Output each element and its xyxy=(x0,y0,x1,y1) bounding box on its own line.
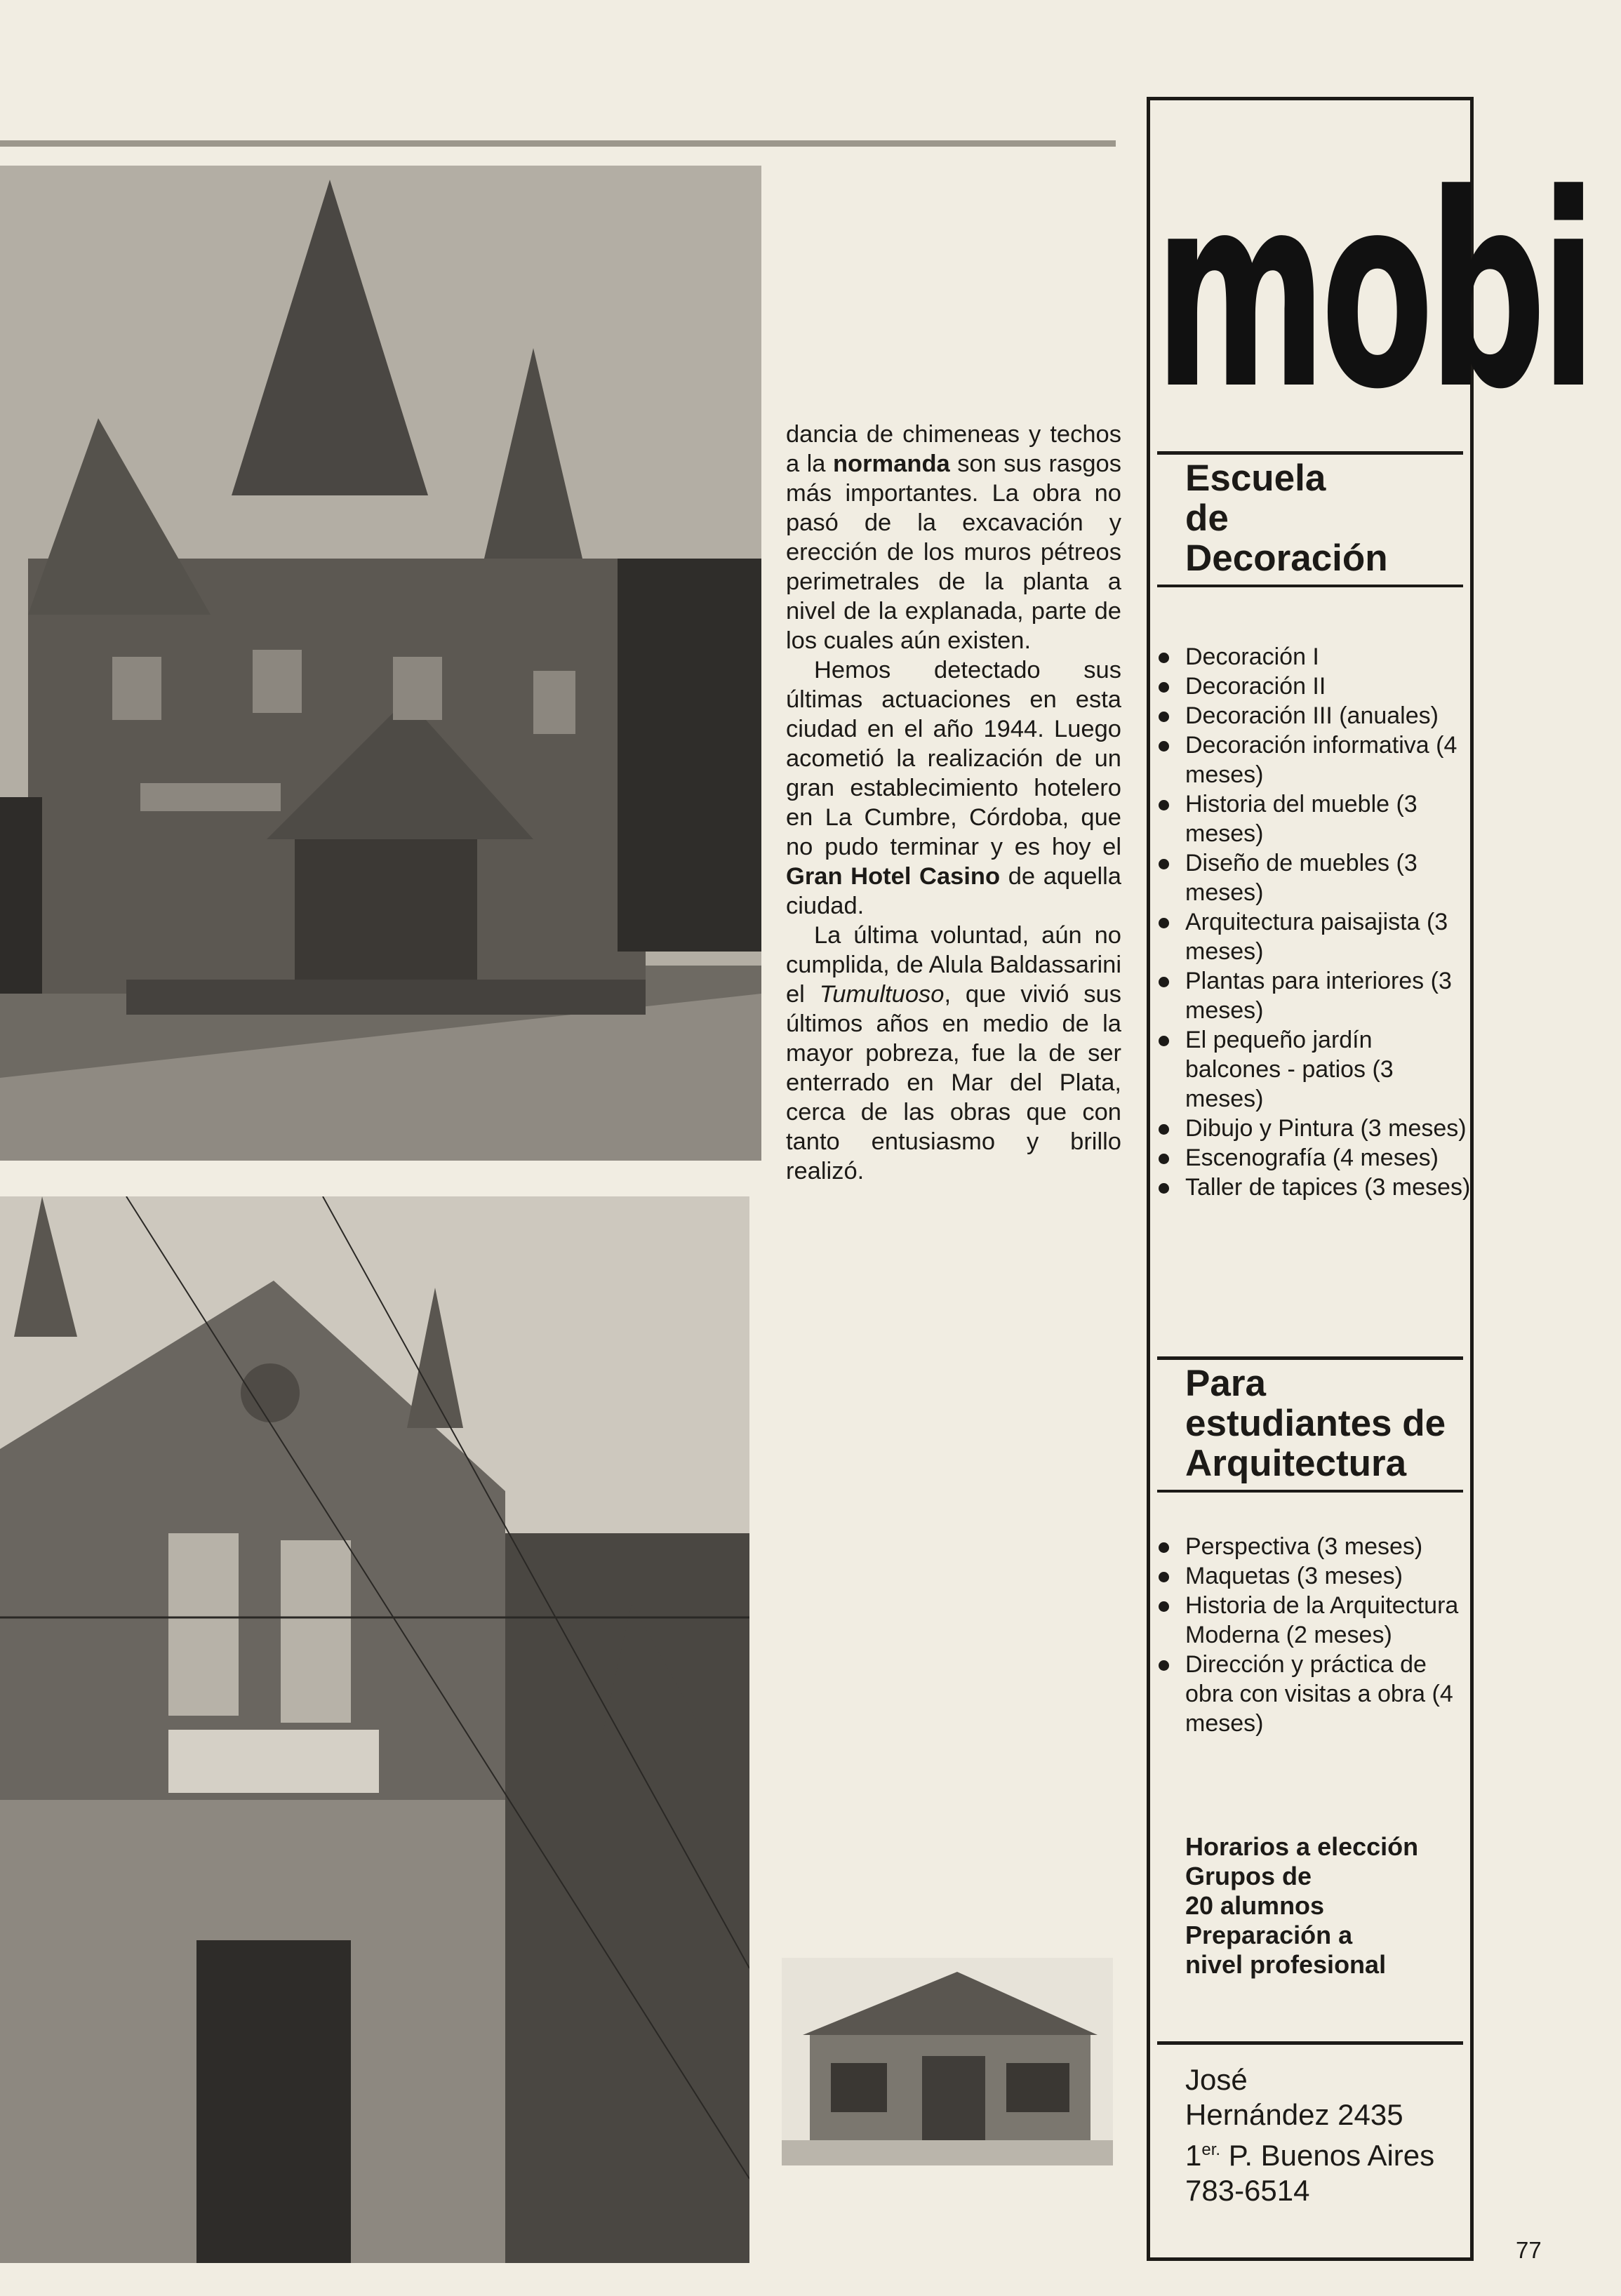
list-item xyxy=(1157,1561,1473,1591)
bullet-icon xyxy=(1159,977,1169,987)
bullet-icon xyxy=(1159,1124,1169,1135)
list-item xyxy=(1157,1143,1473,1173)
heading-line: de xyxy=(1185,498,1229,539)
article-paragraph-1 xyxy=(786,420,1121,655)
heading-para-estudiantes xyxy=(1185,1363,1480,1483)
text-run: , que vivió sus últimos años en medio de la mayor pobreza, fue la de ser enterrado en Mar del Plata, cerca de las obras que con tanto entusiasmo y brillo realizó. xyxy=(786,981,1121,1184)
text-run: Hemos detectado sus últimas actuaciones en esta ciudad en el año 1944. Luego acometió la realización de un gran establecimiento hotelero en La Cumbre, Córdoba, que no pudo terminar y es hoy el xyxy=(786,657,1121,860)
course-label: Diseño de muebles (3 meses) xyxy=(1185,850,1417,906)
text-run: son sus rasgos más importantes. La obra no pasó de la excavación y erección de los muros pétreos perimetrales de la planta a nivel de la explanada, parte de los cuales aún existen. xyxy=(786,450,1121,654)
ad-divider xyxy=(1157,585,1463,587)
heading-line: Escuela xyxy=(1185,458,1326,499)
page-number: 77 xyxy=(1516,2237,1542,2263)
bullet-icon xyxy=(1159,682,1169,693)
italic-term: Tumultuoso xyxy=(819,981,945,1008)
bullet-icon xyxy=(1159,918,1169,928)
ad-divider xyxy=(1157,2041,1463,2045)
photo-norman-villa xyxy=(0,166,761,1161)
course-label: El pequeño jardín balcones - patios (3 meses) xyxy=(1185,1027,1394,1112)
photo-small-house xyxy=(782,1958,1113,2165)
heading-line: Arquitectura xyxy=(1185,1443,1407,1484)
bold-term: Gran Hotel Casino xyxy=(786,863,1001,890)
bullet-icon xyxy=(1159,1660,1169,1671)
note-line: 20 alumnos xyxy=(1185,1891,1325,1920)
course-label: Historia del mueble (3 meses) xyxy=(1185,791,1417,847)
bullet-icon xyxy=(1159,1036,1169,1046)
list-item xyxy=(1157,789,1473,848)
heading-line: Decoración xyxy=(1185,538,1388,579)
bullet-icon xyxy=(1159,1542,1169,1553)
bullet-icon xyxy=(1159,653,1169,663)
list-item xyxy=(1157,1532,1473,1561)
phone-number: 783-6514 xyxy=(1185,2174,1310,2207)
course-label: Dirección y práctica de obra con visitas a obra (4 meses) xyxy=(1185,1651,1453,1737)
list-item xyxy=(1157,848,1473,907)
bullet-icon xyxy=(1159,712,1169,722)
photo-school-building xyxy=(0,1196,749,2263)
course-label: Taller de tapices (3 meses) xyxy=(1185,1174,1471,1201)
list-item xyxy=(1157,730,1473,789)
bullet-icon xyxy=(1159,741,1169,752)
course-label: Historia de la Arquitectura Moderna (2 meses) xyxy=(1185,1592,1459,1648)
course-label: Maquetas (3 meses) xyxy=(1185,1563,1403,1589)
address-floor xyxy=(1185,2133,1473,2173)
address-block xyxy=(1185,2062,1473,2208)
article-paragraph-2 xyxy=(786,655,1121,921)
decoration-course-list xyxy=(1157,642,1473,1202)
bullet-icon xyxy=(1159,1183,1169,1194)
bold-term: normanda xyxy=(832,450,950,477)
list-item xyxy=(1157,1025,1473,1114)
list-item xyxy=(1157,642,1473,672)
course-label: Decoración III (anuales) xyxy=(1185,702,1439,729)
course-label: Decoración I xyxy=(1185,643,1319,670)
heading-line: Para xyxy=(1185,1363,1266,1404)
course-label: Decoración informativa (4 meses) xyxy=(1185,732,1457,788)
ad-divider xyxy=(1157,1490,1463,1493)
note-line: nivel profesional xyxy=(1185,1950,1387,1979)
bullet-icon xyxy=(1159,1154,1169,1164)
list-item xyxy=(1157,1114,1473,1143)
list-item xyxy=(1157,701,1473,730)
course-label: Decoración II xyxy=(1185,673,1326,700)
bullet-icon xyxy=(1159,1601,1169,1612)
address-street: Hernández 2435 xyxy=(1185,2098,1403,2131)
heading-line: estudiantes de xyxy=(1185,1403,1446,1444)
list-item xyxy=(1157,966,1473,1025)
ad-divider xyxy=(1157,1356,1463,1360)
list-item xyxy=(1157,1650,1473,1738)
note-line: Grupos de xyxy=(1185,1862,1312,1890)
floor-suffix: er. xyxy=(1201,2140,1221,2159)
text-run: dancia de chimeneas y techos a la xyxy=(786,421,1121,477)
article-text xyxy=(786,420,1121,1186)
course-label: Arquitectura paisajista (3 meses) xyxy=(1185,909,1448,965)
article-paragraph-3 xyxy=(786,921,1121,1186)
course-label: Dibujo y Pintura (3 meses) xyxy=(1185,1115,1467,1142)
bullet-icon xyxy=(1159,859,1169,869)
architecture-course-list xyxy=(1157,1532,1473,1738)
heading-escuela-de-decoracion xyxy=(1185,458,1480,578)
note-line: Preparación a xyxy=(1185,1921,1353,1949)
top-rule xyxy=(0,140,1116,147)
note-line: Horarios a elección xyxy=(1185,1832,1419,1861)
schedule-notes xyxy=(1185,1832,1473,1980)
text-run: La última voluntad, aún no cumplida, de Alula Baldassarini el xyxy=(786,922,1121,1008)
list-item xyxy=(1157,1173,1473,1202)
course-label: Escenografía (4 meses) xyxy=(1185,1144,1439,1171)
text-run: de aquella ciudad. xyxy=(786,863,1121,919)
list-item xyxy=(1157,672,1473,701)
list-item xyxy=(1157,1591,1473,1650)
floor-number: 1 xyxy=(1185,2139,1202,2172)
bullet-icon xyxy=(1159,1572,1169,1582)
floor-city: P. Buenos Aires xyxy=(1220,2139,1435,2172)
course-label: Plantas para interiores (3 meses) xyxy=(1185,968,1452,1024)
mobi-logo: mobi xyxy=(1154,137,1592,448)
course-label: Perspectiva (3 meses) xyxy=(1185,1533,1423,1560)
list-item xyxy=(1157,907,1473,966)
bullet-icon xyxy=(1159,800,1169,810)
address-name: José xyxy=(1185,2063,1248,2096)
ad-divider xyxy=(1157,451,1463,455)
